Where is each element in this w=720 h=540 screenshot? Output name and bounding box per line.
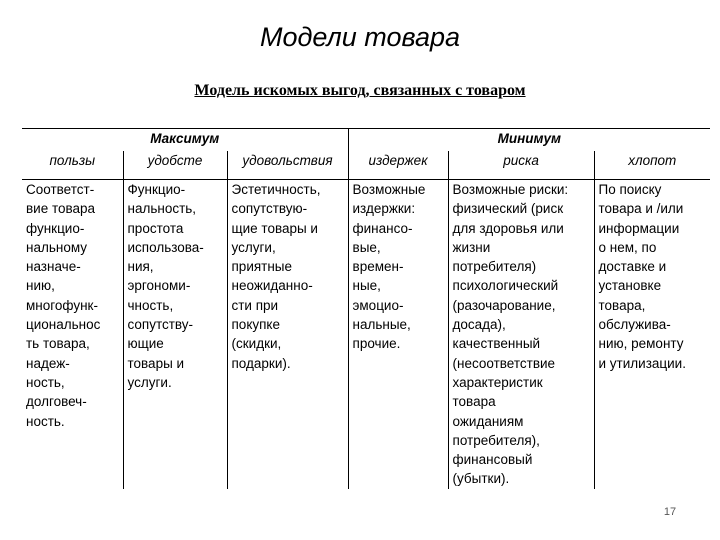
column-header-row <box>22 151 710 180</box>
cell-pleasure: Эстетичность, сопутствую- щие товары и услуги, приятные неожиданно- сти при покупке (скидки, подарки). <box>227 180 348 489</box>
group-header-row <box>22 129 710 152</box>
cell-hassle: По поиску товара и /или информации о нем, по доставке и установке товара, обслужива- нию, ремонту и утилизации. <box>598 182 686 371</box>
cell-risk: Возможные риски: физический (риск для здоровья или жизни потребителя) психологический (разочарование, досада), качественный (несоответствие характеристик товара ожиданиям потребителя), финансовый (убытки). <box>448 180 594 489</box>
column-header-pleasure: удовольствия <box>227 151 348 180</box>
column-header-costs: издержек <box>348 151 448 180</box>
column-header-convenience: удобстe <box>123 151 227 180</box>
table-row <box>22 180 710 489</box>
page-number: 17 <box>663 506 677 518</box>
cell-costs: Возможные издержки: финансо- вые, времен- ные, эмоцио- нальные, прочие. <box>348 180 448 489</box>
column-header-risk: риска <box>448 151 594 180</box>
benefits-table <box>22 128 710 489</box>
cell-convenience: Функцио- нальность, простота использова- ния, эргономи- чность, сопутству- ющие товары и услуги. <box>123 180 227 489</box>
page-title: Модели товара <box>259 22 461 52</box>
cell-benefit: Соответст- вие товара функцио- нальному назначе- нию, многофунк- циональнос ть товара, надеж- ность, долговеч- ность. <box>22 180 123 489</box>
group-header-max: Максимум <box>22 129 348 152</box>
group-header-min: Минимум <box>348 129 710 152</box>
table-caption: Модель искомых выгод, связанных с товаром <box>194 82 526 99</box>
column-header-benefit: пользы <box>22 151 123 180</box>
column-header-hassle: хлопот <box>594 151 710 180</box>
